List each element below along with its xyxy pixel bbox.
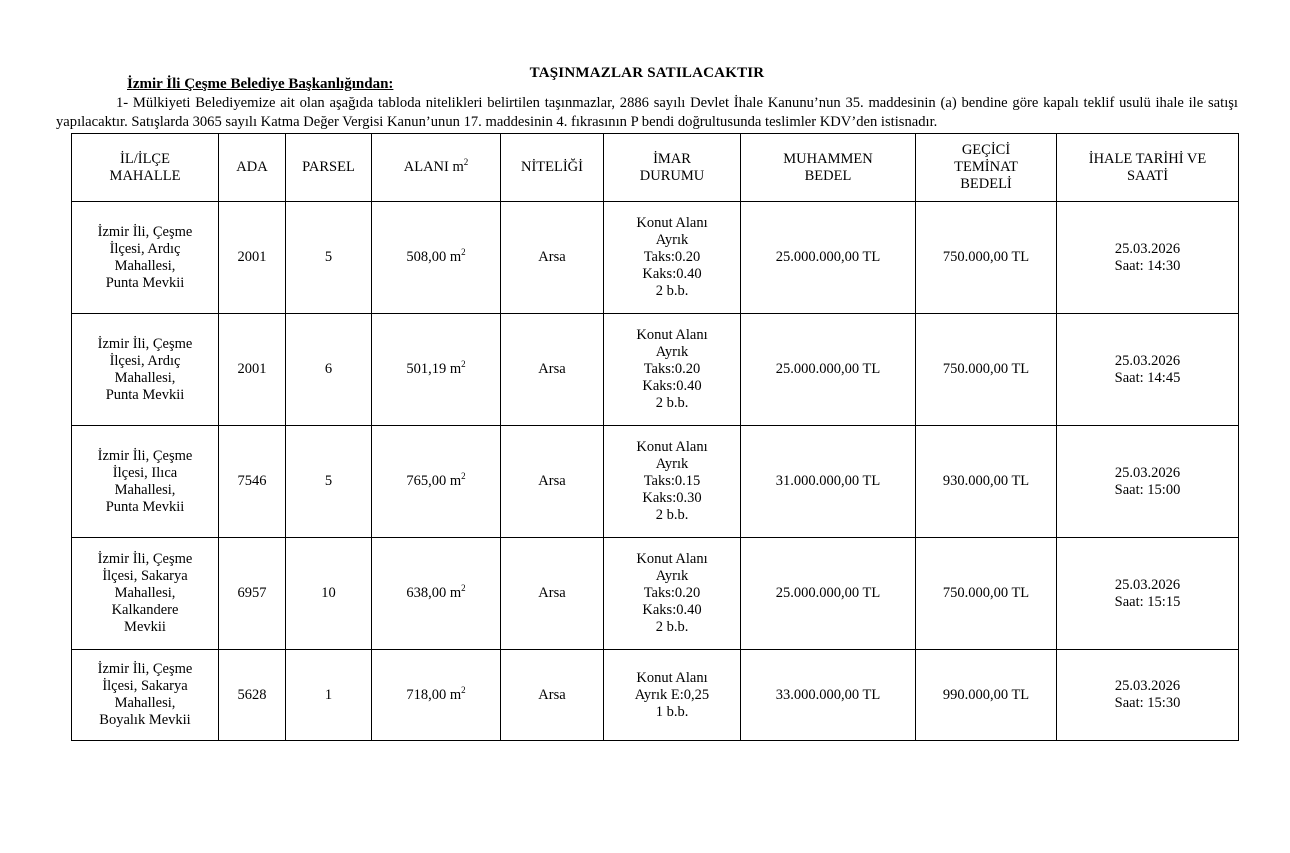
cell-location-line: İlçesi, Sakarya (102, 678, 188, 694)
cell-imar-line: 2 b.b. (655, 619, 689, 635)
cell-location-line: Mevkii (124, 619, 166, 635)
cell-alan-sup: 2 (461, 247, 466, 257)
intro-paragraph: 1- Mülkiyeti Belediyemize ait olan aşağıda tabloda nitelikleri belirtilen taşınmazlar, 2886 sayılı Devlet İhale Kanunu’nun 35. maddesinin (a) bendine göre kapalı teklif usulü ihale ile satışı yapılacaktır. Satışlarda 3065 sayılı Katma Değer Vergisi Kanun’unun 17. maddesinin 4. fıkrasının P bendi doğrultusunda teslimler KDV’den istisnadır. (56, 95, 1238, 130)
cell-imar (604, 650, 741, 741)
cell-parsel: 5 (286, 202, 372, 314)
cell-alan-sup: 2 (461, 359, 466, 369)
cell-location-line: Punta Mevkii (105, 386, 185, 403)
cell-alan-text: 501,19 m (406, 361, 462, 377)
cell-ihale-line: 25.03.2026 (1114, 576, 1181, 593)
cell-location (72, 426, 219, 538)
cell-ihale-line: Saat: 14:30 (1114, 257, 1181, 274)
cell-alan-sup: 2 (461, 583, 466, 593)
cell-location-line: Boyalık Mevkii (99, 712, 191, 728)
cell-teminat: 990.000,00 TL (916, 650, 1057, 741)
cell-ihale-line: 25.03.2026 (1114, 678, 1181, 694)
property-table (71, 133, 1239, 741)
header-parsel: PARSEL (286, 134, 372, 202)
cell-imar-line: Konut Alanı (636, 439, 708, 455)
header-bedel-line: BEDEL (804, 167, 852, 184)
header-bedel-line: MUHAMMEN (783, 150, 873, 167)
cell-location-line: İlçesi, Ardıç (109, 240, 181, 257)
cell-location-line: İzmir İli, Çeşme (97, 223, 193, 240)
header-imar-line: DURUMU (639, 167, 705, 184)
cell-alan-text: 638,00 m (406, 585, 462, 601)
cell-imar-line: Kaks:0.40 (642, 602, 702, 618)
cell-imar-line: 1 b.b. (655, 703, 689, 720)
cell-imar-line: Konut Alanı (636, 551, 708, 567)
header-imar (604, 134, 741, 202)
cell-ihale (1057, 426, 1239, 538)
header-location-line: MAHALLE (109, 167, 181, 184)
cell-ada: 2001 (219, 314, 286, 426)
cell-ihale (1057, 538, 1239, 650)
cell-ada: 6957 (219, 538, 286, 650)
cell-location (72, 650, 219, 741)
cell-parsel: 5 (286, 426, 372, 538)
cell-nitelik: Arsa (501, 202, 604, 314)
cell-location-line: Punta Mevkii (105, 498, 185, 515)
cell-ihale-line: Saat: 15:30 (1114, 695, 1181, 711)
cell-imar-line: 2 b.b. (655, 507, 689, 523)
cell-location-line: İzmir İli, Çeşme (97, 661, 193, 677)
cell-imar-line: Ayrık (655, 568, 689, 584)
cell-location-line: İlçesi, Ardıç (109, 352, 181, 369)
table-row (72, 202, 1239, 314)
cell-imar-line: Taks:0.20 (643, 585, 701, 601)
cell-location-line: Punta Mevkii (105, 274, 185, 291)
document-title: TAŞINMAZLAR SATILACAKTIR (529, 65, 765, 81)
cell-bedel: 25.000.000,00 TL (741, 202, 916, 314)
cell-alan-text: 765,00 m (406, 473, 462, 489)
cell-imar (604, 314, 741, 426)
cell-alan-sup: 2 (461, 684, 466, 695)
header-nitelik: NİTELİĞİ (501, 134, 604, 202)
cell-parsel: 6 (286, 314, 372, 426)
cell-location-line: Mahallesi, (114, 695, 176, 711)
cell-imar-line: Taks:0.20 (643, 361, 701, 377)
header-ada: ADA (219, 134, 286, 202)
table-row (72, 314, 1239, 426)
cell-location-line: İzmir İli, Çeşme (97, 551, 193, 567)
header-alan (372, 134, 501, 202)
header-ihale (1057, 134, 1239, 202)
cell-nitelik: Arsa (501, 314, 604, 426)
cell-alan (372, 202, 501, 314)
cell-teminat: 750.000,00 TL (916, 314, 1057, 426)
cell-ihale-line: 25.03.2026 (1114, 240, 1181, 257)
cell-alan-text: 508,00 m (406, 249, 462, 265)
cell-imar-line: Konut Alanı (636, 327, 708, 343)
header-ihale-line: SAATİ (1126, 167, 1169, 184)
cell-alan-text: 718,00 m (406, 686, 462, 703)
cell-location (72, 538, 219, 650)
cell-teminat: 750.000,00 TL (916, 538, 1057, 650)
header-teminat-line: BEDELİ (960, 176, 1012, 192)
cell-imar-line: Ayrık E:0,25 (634, 686, 710, 703)
cell-alan-sup: 2 (461, 471, 466, 481)
cell-location-line: Mahallesi, (114, 481, 176, 498)
cell-ada: 5628 (219, 650, 286, 741)
cell-imar-line: 2 b.b. (655, 283, 689, 299)
cell-imar-line: Taks:0.20 (643, 249, 701, 265)
cell-bedel: 25.000.000,00 TL (741, 314, 916, 426)
table-row (72, 426, 1239, 538)
cell-ihale (1057, 650, 1239, 741)
cell-imar-line: 2 b.b. (655, 395, 689, 411)
cell-ada: 2001 (219, 202, 286, 314)
cell-ihale-line: 25.03.2026 (1114, 352, 1181, 369)
cell-imar-line: Kaks:0.40 (642, 378, 702, 394)
table-header-row (72, 134, 1239, 202)
header-teminat-line: GEÇİCİ (961, 142, 1011, 158)
cell-imar-line: Ayrık (655, 456, 689, 472)
cell-alan (372, 426, 501, 538)
cell-location-line: Mahallesi, (114, 257, 176, 274)
cell-ada: 7546 (219, 426, 286, 538)
table-row (72, 650, 1239, 741)
cell-alan (372, 314, 501, 426)
header-imar-line: İMAR (653, 150, 691, 167)
cell-imar-line: Kaks:0.40 (642, 266, 702, 282)
header-location-line: İL/İLÇE (120, 150, 170, 167)
cell-ihale-line: Saat: 14:45 (1114, 369, 1181, 386)
cell-location (72, 314, 219, 426)
header-alan-text: ALANI m (403, 159, 464, 175)
cell-imar-line: Konut Alanı (636, 215, 708, 231)
issuer-heading: İzmir İli Çeşme Belediye Başkanlığından: (127, 76, 394, 92)
cell-imar (604, 426, 741, 538)
cell-ihale-line: Saat: 15:00 (1114, 481, 1181, 498)
cell-imar (604, 538, 741, 650)
cell-parsel: 1 (286, 650, 372, 741)
cell-nitelik: Arsa (501, 538, 604, 650)
cell-location-line: Mahallesi, (114, 585, 176, 601)
cell-location-line: İlçesi, Sakarya (102, 568, 188, 584)
cell-location-line: İlçesi, Ilıca (112, 464, 178, 481)
cell-bedel: 25.000.000,00 TL (741, 538, 916, 650)
cell-location-line: Mahallesi, (114, 369, 176, 386)
cell-imar-line: Ayrık (655, 344, 689, 360)
cell-ihale-line: Saat: 15:15 (1114, 593, 1181, 610)
header-alan-sup: 2 (463, 157, 469, 167)
header-location (72, 134, 219, 202)
cell-imar-line: Taks:0.15 (643, 473, 701, 489)
cell-ihale (1057, 314, 1239, 426)
cell-location-line: İzmir İli, Çeşme (97, 335, 193, 352)
header-teminat-line: TEMİNAT (954, 159, 1018, 175)
cell-teminat: 930.000,00 TL (916, 426, 1057, 538)
cell-alan (372, 650, 501, 741)
cell-ihale-line: 25.03.2026 (1114, 464, 1181, 481)
header-teminat (916, 134, 1057, 202)
cell-bedel: 31.000.000,00 TL (741, 426, 916, 538)
cell-location (72, 202, 219, 314)
cell-nitelik: Arsa (501, 650, 604, 741)
cell-parsel: 10 (286, 538, 372, 650)
cell-imar-line: Konut Alanı (636, 669, 708, 686)
cell-imar-line: Ayrık (655, 232, 689, 248)
table-row (72, 538, 1239, 650)
cell-ihale (1057, 202, 1239, 314)
cell-imar (604, 202, 741, 314)
cell-alan (372, 538, 501, 650)
cell-location-line: Kalkandere (111, 602, 179, 618)
cell-bedel: 33.000.000,00 TL (741, 650, 916, 741)
header-ihale-line: İHALE TARİHİ VE (1088, 150, 1207, 167)
cell-location-line: İzmir İli, Çeşme (97, 447, 193, 464)
cell-teminat: 750.000,00 TL (916, 202, 1057, 314)
cell-imar-line: Kaks:0.30 (642, 490, 702, 506)
header-bedel (741, 134, 916, 202)
cell-nitelik: Arsa (501, 426, 604, 538)
document (56, 64, 1238, 741)
